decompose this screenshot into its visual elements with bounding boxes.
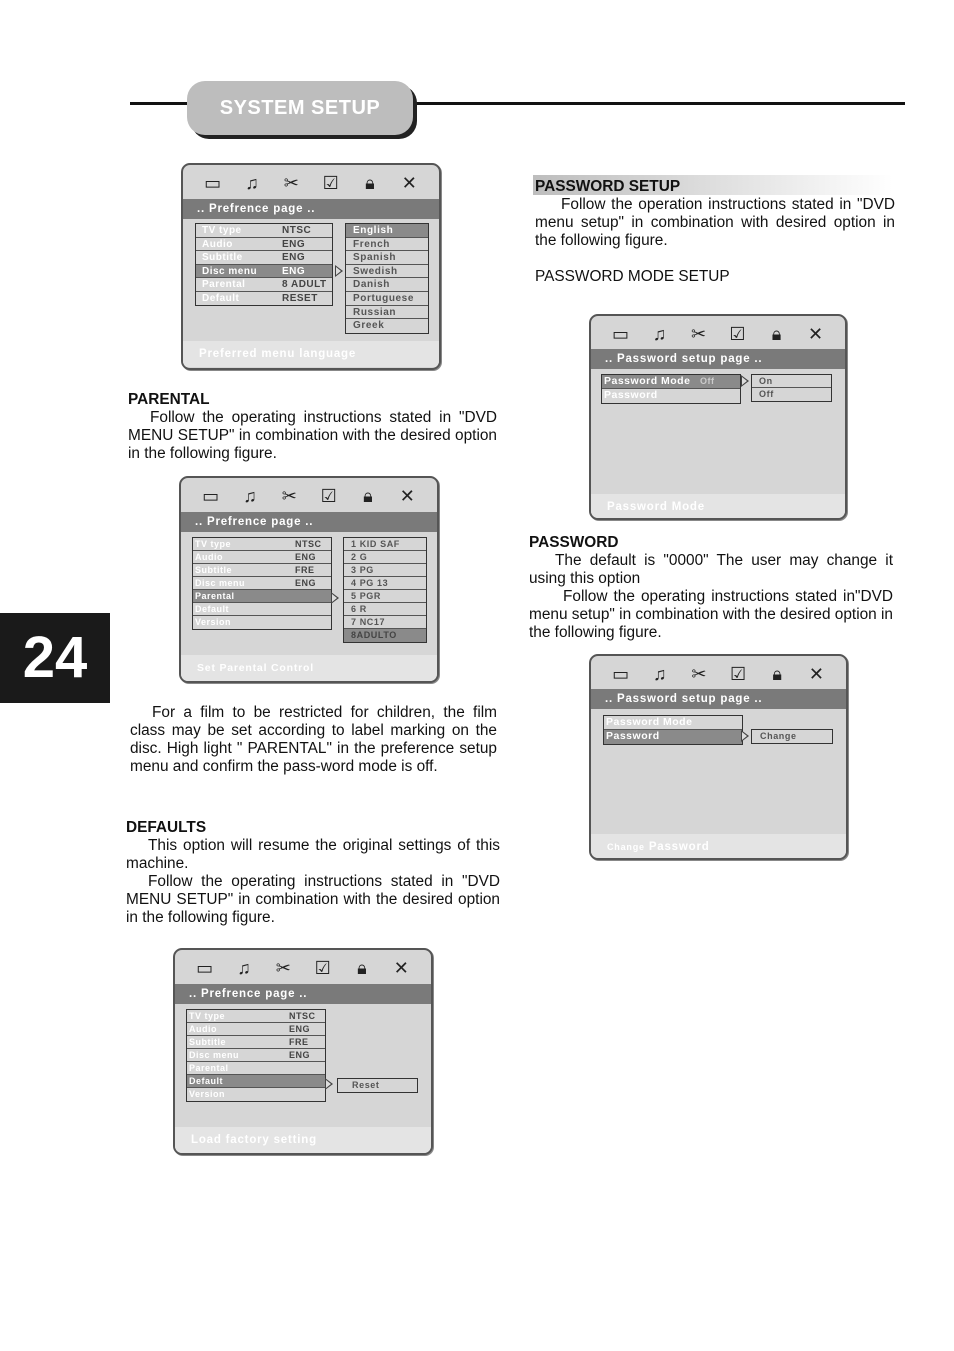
- menu-row-selected: Default: [187, 1075, 325, 1088]
- menu-row: Subtitle ENG: [196, 251, 332, 265]
- tv-icon: ▭: [612, 664, 630, 684]
- parental-text: Follow the operating instructions stated in "DVD MENU SETUP" in combination with the desired option in the following figure.: [128, 409, 497, 462]
- tools-icon: ✂: [281, 486, 297, 506]
- settings-menu: [186, 1009, 326, 1102]
- change-option: [751, 729, 833, 744]
- section-title: SYSTEM SETUP: [219, 97, 381, 119]
- submenu-arrow-icon: [741, 375, 749, 387]
- submenu-arrow-icon: [335, 265, 343, 277]
- header-rule-right: [410, 102, 905, 105]
- menu-icon-bar: [591, 656, 846, 692]
- menu-row: Subtitle FRE: [187, 1036, 325, 1049]
- menu-row-selected: Parental: [193, 590, 331, 603]
- defaults-heading: DEFAULTS: [126, 819, 207, 836]
- option-item: 6 R: [344, 603, 426, 616]
- menu-row: TV type NTSC: [196, 224, 332, 238]
- menu-row: Default: [193, 603, 331, 616]
- option-item: 2 G: [344, 551, 426, 564]
- menu-row: Password: [604, 389, 658, 401]
- menu-row: Audio ENG: [187, 1023, 325, 1036]
- menu-icon-bar: [175, 950, 431, 986]
- settings-menu: [192, 537, 332, 630]
- parental-heading: PARENTAL: [128, 391, 210, 408]
- tv-icon: ▭: [202, 486, 220, 506]
- option-item: English: [346, 224, 428, 238]
- option-item: Russian: [346, 306, 428, 320]
- option-item: 7 NC17: [344, 616, 426, 629]
- page-title-bar: .. Prefrence page ..: [183, 199, 439, 219]
- preference-check-icon: ☑: [729, 324, 746, 344]
- close-x-icon: ✕: [807, 324, 824, 344]
- change-password-screen: [589, 654, 848, 860]
- close-x-icon: ✕: [808, 664, 824, 684]
- status-text: Password: [648, 841, 710, 853]
- preference-check-icon: ☑: [729, 664, 747, 684]
- menu-icon-bar: [183, 165, 439, 201]
- page-title-bar: .. Password setup page ..: [591, 349, 845, 369]
- option-item: 1 KID SAF: [344, 538, 426, 551]
- status-bar: Set Parental Control: [181, 655, 437, 681]
- header-rule-left: [130, 102, 190, 105]
- menu-row: Default RESET: [202, 292, 318, 304]
- mode-options: [751, 374, 832, 402]
- menu-row: TV type NTSC: [193, 538, 331, 551]
- tools-icon: ✂: [690, 324, 707, 344]
- option-item: Spanish: [346, 251, 428, 265]
- menu-row: Password Mode: [604, 716, 742, 730]
- option-item: 8ADULTO: [344, 629, 426, 642]
- settings-menu: [195, 223, 333, 306]
- menu-row: Parental 8 ADULT: [196, 278, 332, 292]
- load-factory-setting-screen: [173, 948, 433, 1155]
- close-x-icon: ✕: [399, 486, 415, 506]
- option-item: Swedish: [346, 265, 428, 279]
- option-item: 3 PG: [344, 564, 426, 577]
- menu-row-selected: Password Mode Off: [602, 375, 740, 389]
- option-item: Off: [759, 389, 774, 399]
- option-item: Portuguese: [346, 292, 428, 306]
- password-setup-heading: PASSWORD SETUP: [535, 178, 681, 195]
- menu-row: Parental: [187, 1062, 325, 1075]
- preference-check-icon: ☑: [314, 958, 331, 978]
- page-title-bar: .. Prefrence page ..: [181, 512, 437, 532]
- menu-row: Audio ENG: [196, 238, 332, 252]
- menu-row: Disc menu ENG: [193, 577, 331, 590]
- submenu-arrow-icon: [741, 730, 749, 742]
- close-x-icon: ✕: [393, 958, 409, 978]
- option-item: 4 PG 13: [344, 577, 426, 590]
- lock-icon: 🔒︎: [357, 958, 367, 978]
- restrict-text: For a film to be restricted for children, the film class may be set according to label marking on the disc. High light " PARENTAL" in the preference setup menu and confirm the pass-word mode is off.: [130, 704, 497, 775]
- submenu-arrow-icon: [325, 1078, 333, 1090]
- settings-menu: [601, 374, 741, 404]
- option-item: French: [346, 238, 428, 252]
- rating-options: [343, 537, 427, 643]
- tools-icon: ✂: [275, 958, 291, 978]
- menu-icon-bar: [591, 316, 845, 352]
- audio-icon: ♫: [652, 324, 667, 344]
- status-bar: Load factory setting: [175, 1127, 431, 1153]
- status-bar: [591, 834, 846, 860]
- lock-icon: 🔒︎: [771, 324, 782, 344]
- tools-icon: ✂: [691, 664, 707, 684]
- password-setup-text: Follow the operation instructions stated in "DVD menu setup" in combination with desired option in the following figure.: [535, 196, 895, 249]
- password-mode-heading: PASSWORD MODE SETUP: [535, 268, 730, 285]
- defaults-text: This option will resume the original settings of this machine. Follow the operating instructions stated in "DVD MENU SETUP" in combination with the desired option in the following figure.: [126, 837, 500, 926]
- menu-row: TV type NTSC: [187, 1010, 325, 1023]
- menu-row: Disc menu ENG: [187, 1049, 325, 1062]
- parental-control-screen: [179, 476, 439, 683]
- option-item: 5 PGR: [344, 590, 426, 603]
- status-bar: Password Mode: [591, 494, 845, 520]
- option-item: Greek: [353, 320, 385, 332]
- lock-icon: 🔒︎: [365, 173, 375, 193]
- menu-row: Version: [189, 1089, 226, 1099]
- submenu-arrow-icon: [331, 592, 339, 604]
- menu-row: Subtitle FRE: [193, 564, 331, 577]
- audio-icon: ♫: [652, 664, 667, 684]
- password-heading: PASSWORD: [529, 534, 619, 551]
- preference-page-language-screen: [181, 163, 441, 370]
- close-x-icon: ✕: [401, 173, 417, 193]
- lock-icon: 🔒︎: [772, 664, 782, 684]
- menu-row: Version: [195, 617, 232, 627]
- option-item: Change: [760, 731, 797, 741]
- option-item: On: [752, 375, 831, 388]
- page-number: 24: [0, 613, 110, 703]
- option-item: Reset: [352, 1080, 380, 1090]
- settings-menu: [603, 715, 743, 745]
- audio-icon: ♫: [245, 173, 259, 193]
- menu-row-selected: Password: [604, 730, 742, 744]
- page-title-bar: .. Prefrence page ..: [175, 984, 431, 1004]
- status-bar: Preferred menu language: [183, 341, 439, 367]
- status-small-text: Change: [607, 842, 645, 852]
- menu-row: Audio ENG: [193, 551, 331, 564]
- lock-icon: 🔒︎: [363, 486, 373, 506]
- audio-icon: ♫: [237, 958, 251, 978]
- audio-icon: ♫: [243, 486, 257, 506]
- preference-check-icon: ☑: [322, 173, 339, 193]
- tv-icon: ▭: [204, 173, 222, 193]
- password-text: The default is "0000" The user may change it using this option Follow the operating instructions stated in"DVD menu setup" in combination with the desired option in the following figure.: [529, 552, 893, 641]
- language-options: [345, 223, 429, 334]
- tools-icon: ✂: [283, 173, 299, 193]
- password-mode-screen: [589, 314, 847, 520]
- menu-row-selected: Disc menu ENG: [196, 265, 332, 279]
- menu-icon-bar: [181, 478, 437, 514]
- section-title-badge: [187, 81, 413, 135]
- tv-icon: ▭: [196, 958, 214, 978]
- option-item: Danish: [346, 278, 428, 292]
- reset-option: [337, 1078, 418, 1093]
- tv-icon: ▭: [611, 324, 629, 344]
- page-title-bar: .. Password setup page ..: [591, 689, 846, 709]
- preference-check-icon: ☑: [320, 486, 337, 506]
